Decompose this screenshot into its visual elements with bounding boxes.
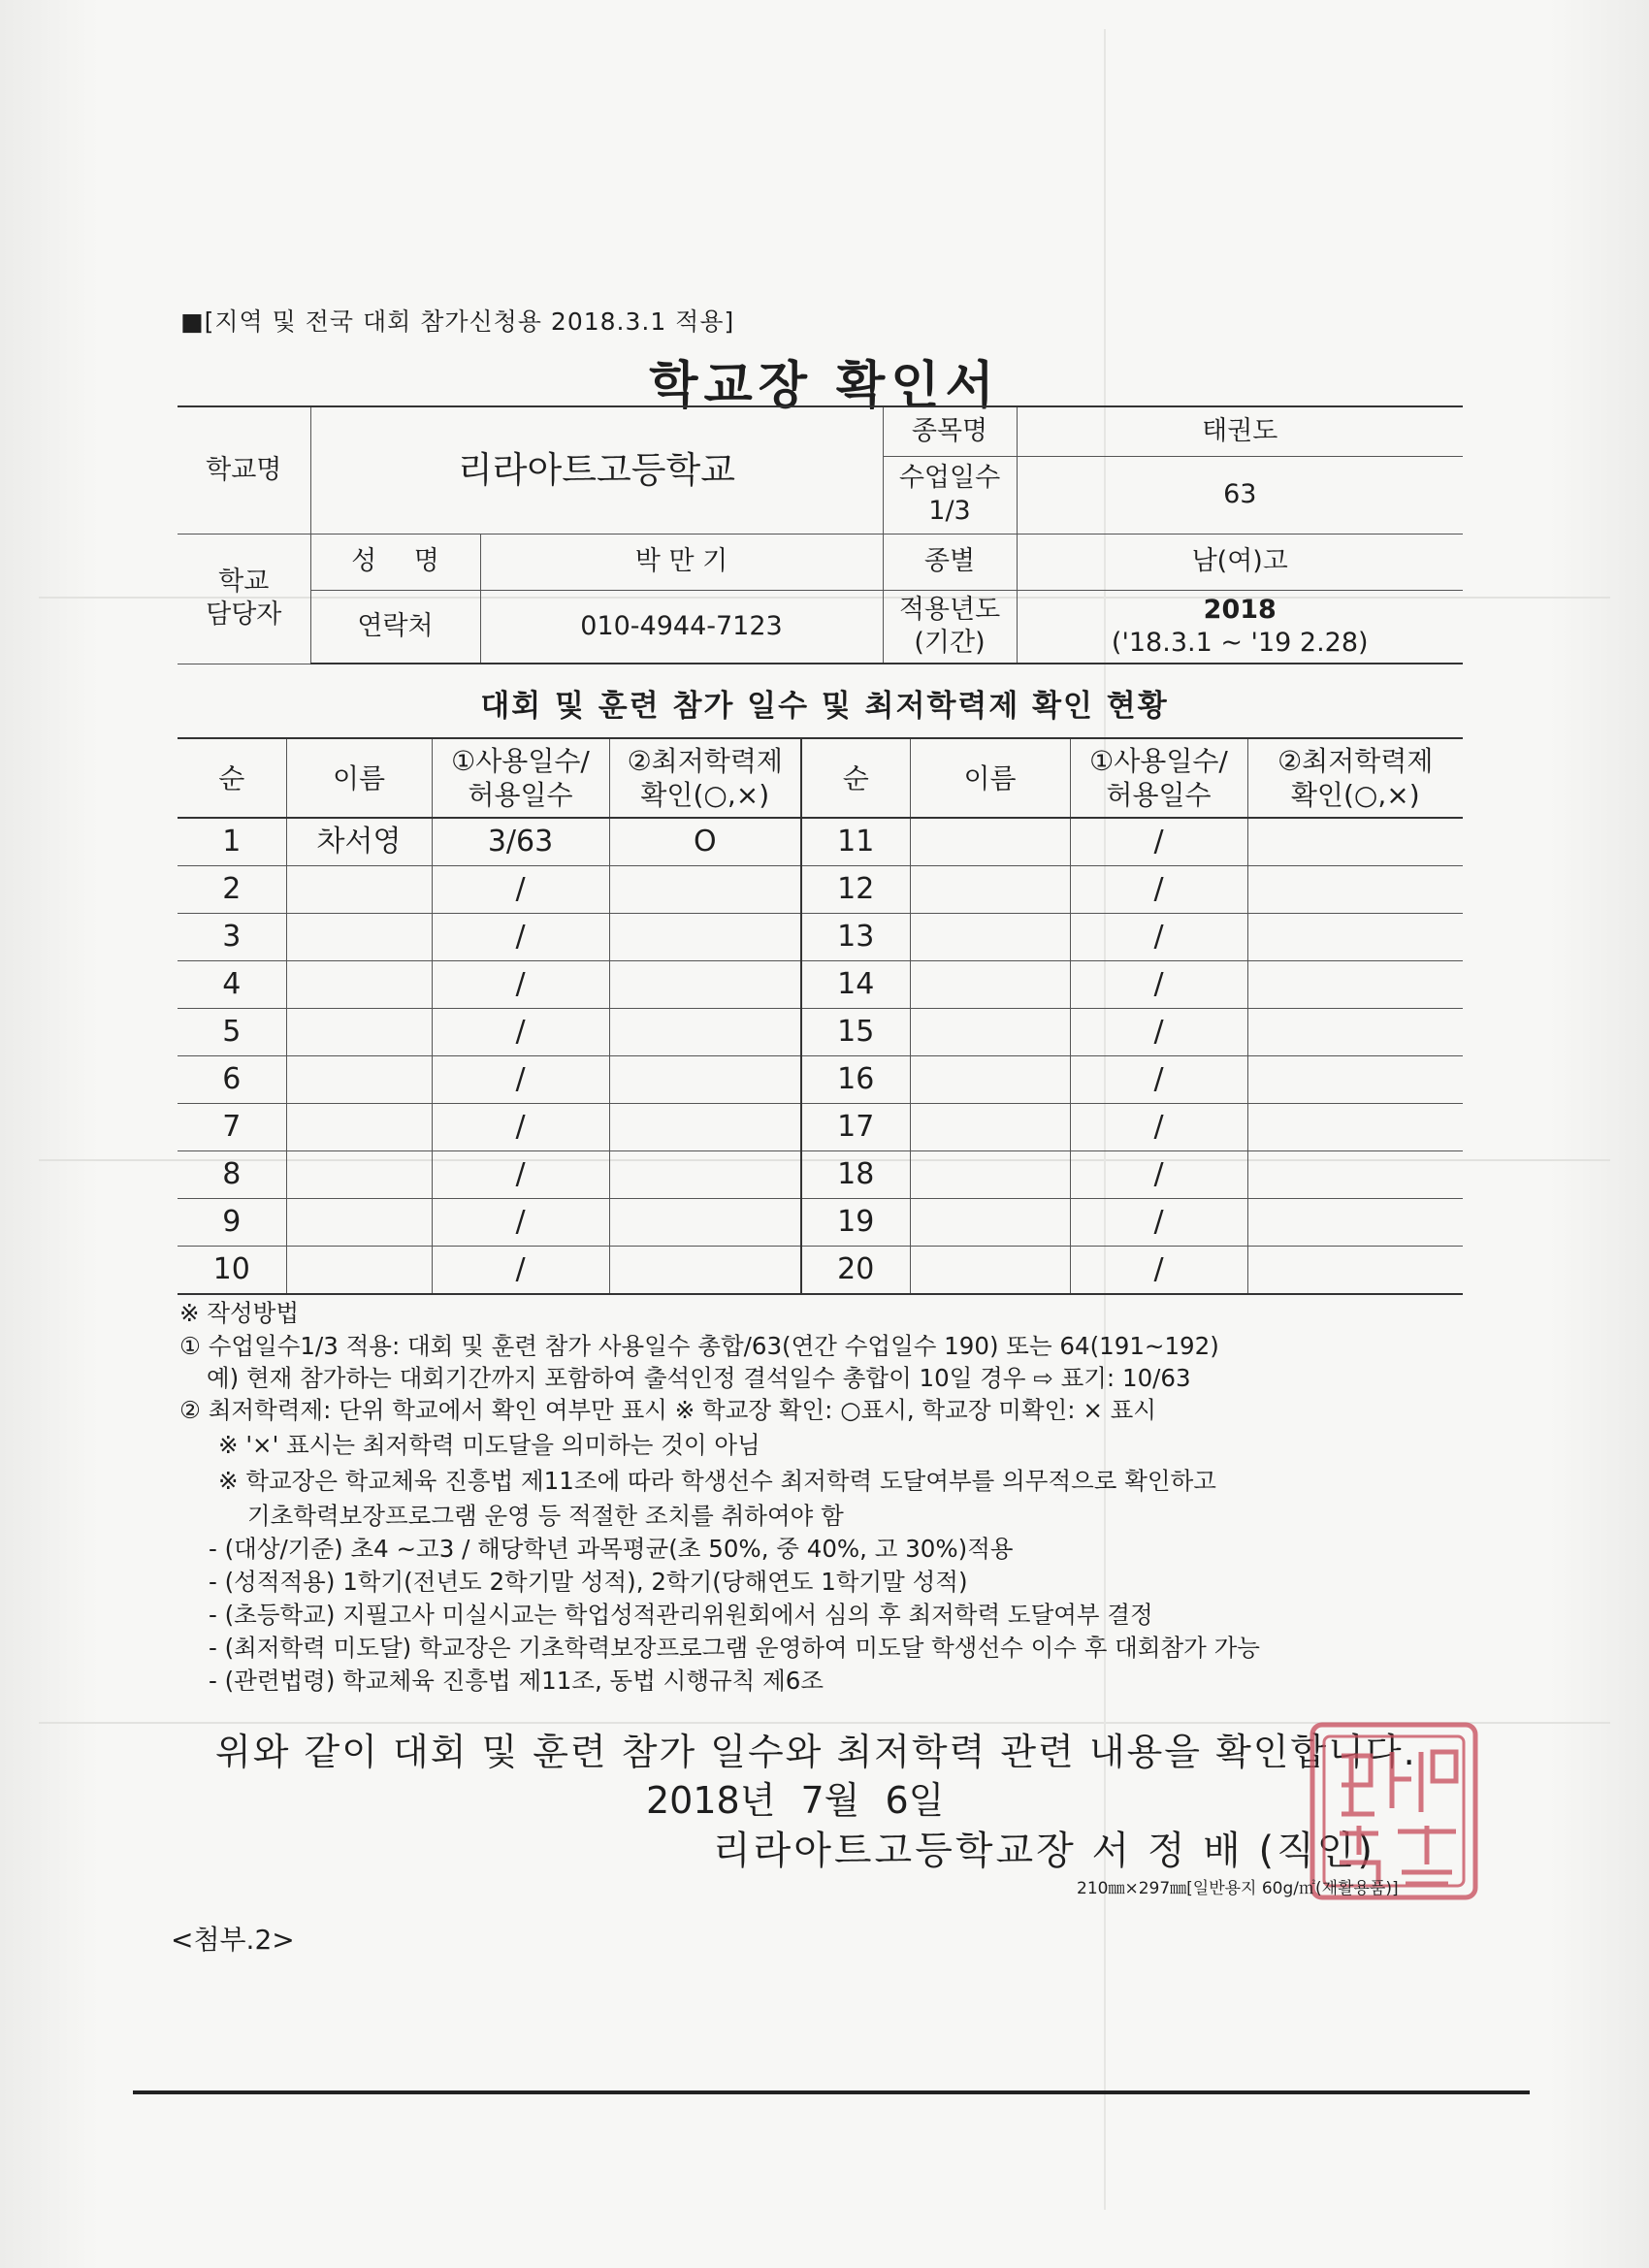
min-achievement-check [609, 1151, 801, 1199]
table-row [178, 866, 1463, 914]
student-name [286, 1151, 432, 1199]
participation-table-title: 대회 및 훈련 참가 일수 및 최저학력제 확인 현황 [480, 689, 1169, 724]
issue-date: 2018년 7월 6일 [646, 1779, 945, 1822]
header-name: 이름 [910, 738, 1070, 818]
class-days-label-line2: 1/3 [928, 496, 971, 526]
row-number: 15 [801, 1009, 910, 1056]
note-line: ※ '×' 표시는 최저학력 미도달을 의미하는 것이 아님 [218, 1431, 760, 1459]
year-value: 2018 [1203, 595, 1277, 625]
paper-spec: 210㎜×297㎜[일반용지 60g/㎡(재활용품)] [1077, 1879, 1399, 1898]
student-name [910, 1199, 1070, 1247]
manager-label-line2: 담당자 [206, 599, 282, 630]
student-name [910, 1009, 1070, 1056]
student-name [286, 914, 432, 961]
min-achievement-check: O [609, 818, 801, 866]
header-check-line2: 확인(○,×) [1290, 779, 1420, 811]
document-title: 학교장 확인서 [649, 357, 1000, 415]
min-achievement-check [609, 1056, 801, 1104]
used-days: / [1070, 1199, 1247, 1247]
note-line: - (성적적용) 1학기(전년도 2학기말 성적), 2학기(당해연도 1학기말 성적) [209, 1568, 968, 1596]
student-name [286, 1056, 432, 1104]
row-number: 13 [801, 914, 910, 961]
min-achievement-check [1247, 1009, 1463, 1056]
min-achievement-check [1247, 1056, 1463, 1104]
bottom-rule [133, 2090, 1530, 2094]
student-name [286, 866, 432, 914]
used-days: / [1070, 1104, 1247, 1151]
year-value-cell [1017, 590, 1463, 664]
confirmation-statement: 위와 같이 대회 및 훈련 참가 일수와 최저학력 관련 내용을 확인합니다. [215, 1731, 1417, 1773]
header-no: 순 [801, 738, 910, 818]
header-check [609, 738, 801, 818]
year-label-line2: (기간) [914, 627, 986, 658]
min-achievement-check [1247, 1151, 1463, 1199]
min-achievement-check [1247, 914, 1463, 961]
row-number: 14 [801, 961, 910, 1009]
used-days: / [1070, 1151, 1247, 1199]
class-days-value: 63 [1017, 456, 1463, 534]
note-line: 기초학력보장프로그램 운영 등 적절한 조치를 취하여야 함 [247, 1502, 844, 1530]
row-number: 4 [178, 961, 286, 1009]
manager-name-value: 박 만 기 [480, 534, 883, 590]
class-days-label-line1: 수업일수 [898, 463, 1001, 494]
used-days: / [432, 1151, 609, 1199]
header-check [1247, 738, 1463, 818]
min-achievement-check [609, 1009, 801, 1056]
note-line: - (초등학교) 지필고사 미실시교는 학업성적관리위원회에서 심의 후 최저학력 도달여부 결정 [209, 1601, 1153, 1629]
row-number: 12 [801, 866, 910, 914]
student-name [910, 818, 1070, 866]
student-name [286, 1009, 432, 1056]
student-name [286, 1199, 432, 1247]
note-line: ① 수업일수1/3 적용: 대회 및 훈련 참가 사용일수 총합/63(연간 수업일수 190) 또는 64(191~192) [179, 1332, 1219, 1360]
row-number: 11 [801, 818, 910, 866]
used-days: / [432, 1056, 609, 1104]
type-value: 남(여)고 [1017, 534, 1463, 590]
row-number: 20 [801, 1247, 910, 1295]
contact-label: 연락처 [310, 590, 480, 664]
student-name [910, 961, 1070, 1009]
table-row [178, 1009, 1463, 1056]
used-days: / [1070, 961, 1247, 1009]
used-days: / [432, 961, 609, 1009]
row-number: 2 [178, 866, 286, 914]
used-days: / [432, 1009, 609, 1056]
header-days-line2: 허용일수 [468, 779, 573, 811]
min-achievement-check [1247, 1199, 1463, 1247]
header-check-line2: 확인(○,×) [640, 779, 770, 811]
row-number: 5 [178, 1009, 286, 1056]
school-name-value: 리라아트고등학교 [310, 406, 883, 534]
student-name [910, 1151, 1070, 1199]
used-days: / [432, 1199, 609, 1247]
min-achievement-check [609, 1199, 801, 1247]
student-name [910, 1104, 1070, 1151]
min-achievement-check [1247, 866, 1463, 914]
table-row [178, 1151, 1463, 1199]
header-name: 이름 [286, 738, 432, 818]
table-row [178, 1199, 1463, 1247]
row-number: 1 [178, 818, 286, 866]
note-line: 예) 현재 참가하는 대회기간까지 포함하여 출석인정 결석일수 총합이 10일 경우 ⇨ 표기: 10/63 [207, 1364, 1191, 1392]
student-name [910, 1247, 1070, 1295]
row-number: 8 [178, 1151, 286, 1199]
contact-value: 010-4944-7123 [480, 590, 883, 664]
participation-table [178, 737, 1463, 1295]
header-no: 순 [178, 738, 286, 818]
note-line: - (최저학력 미도달) 학교장은 기초학력보장프로그램 운영하여 미도달 학생선수 이수 후 대회참가 가능 [209, 1634, 1260, 1662]
min-achievement-check [1247, 818, 1463, 866]
row-number: 19 [801, 1199, 910, 1247]
event-value: 태권도 [1017, 406, 1463, 456]
used-days: / [1070, 818, 1247, 866]
year-label-line1: 적용년도 [898, 595, 1001, 625]
min-achievement-check [609, 866, 801, 914]
used-days: / [1070, 1056, 1247, 1104]
row-number: 3 [178, 914, 286, 961]
student-name [910, 1056, 1070, 1104]
year-label [883, 590, 1017, 664]
header-days-line2: 허용일수 [1106, 779, 1212, 811]
class-days-label [883, 456, 1017, 534]
used-days: / [1070, 866, 1247, 914]
principal-signature: 리라아트고등학교장 서 정 배 (직인) [713, 1829, 1376, 1873]
attachment-label: <첨부.2> [171, 1924, 295, 1956]
used-days: / [1070, 1009, 1247, 1056]
header-days [432, 738, 609, 818]
school-info-table [178, 405, 1463, 664]
min-achievement-check [1247, 1104, 1463, 1151]
row-number: 9 [178, 1199, 286, 1247]
student-name: 차서영 [286, 818, 432, 866]
min-achievement-check [609, 961, 801, 1009]
row-number: 18 [801, 1151, 910, 1199]
table-row [178, 1056, 1463, 1104]
table-row [178, 1104, 1463, 1151]
note-line: ※ 학교장은 학교체육 진흥법 제11조에 따라 학생선수 최저학력 도달여부를 의무적으로 확인하고 [218, 1467, 1216, 1495]
year-period: ('18.3.1 ~ '19 2.28) [1111, 627, 1369, 658]
student-name [286, 1104, 432, 1151]
student-name [286, 1247, 432, 1295]
table-row [178, 961, 1463, 1009]
min-achievement-check [1247, 1247, 1463, 1295]
student-name [910, 866, 1070, 914]
manager-label-line1: 학교 [218, 567, 270, 598]
header-days-line1: ①사용일수/ [1089, 745, 1228, 777]
student-name [910, 914, 1070, 961]
row-number: 16 [801, 1056, 910, 1104]
header-days [1070, 738, 1247, 818]
table-row [178, 818, 1463, 866]
manager-name-label: 성 명 [310, 534, 480, 590]
row-number: 10 [178, 1247, 286, 1295]
min-achievement-check [609, 1104, 801, 1151]
row-number: 7 [178, 1104, 286, 1151]
header-check-line1: ②최저학력제 [627, 745, 783, 777]
note-line: - (관련법령) 학교체육 진흥법 제11조, 동법 시행규칙 제6조 [209, 1667, 824, 1695]
used-days: / [432, 1247, 609, 1295]
row-number: 6 [178, 1056, 286, 1104]
table-row [178, 1247, 1463, 1295]
header-days-line1: ①사용일수/ [451, 745, 590, 777]
note-line: ② 최저학력제: 단위 학교에서 확인 여부만 표시 ※ 학교장 확인: ○표시, 학교장 미확인: × 표시 [179, 1396, 1156, 1424]
row-number: 17 [801, 1104, 910, 1151]
form-usage-note: ■[지역 및 전국 대회 참가신청용 2018.3.1 적용] [180, 308, 735, 336]
used-days: / [1070, 1247, 1247, 1295]
student-name [286, 961, 432, 1009]
manager-label [178, 534, 310, 664]
min-achievement-check [609, 914, 801, 961]
event-label: 종목명 [883, 406, 1017, 456]
school-name-label: 학교명 [178, 406, 310, 534]
min-achievement-check [1247, 961, 1463, 1009]
note-line: ※ 작성방법 [179, 1299, 299, 1327]
used-days: 3/63 [432, 818, 609, 866]
used-days: / [432, 914, 609, 961]
table-row [178, 914, 1463, 961]
used-days: / [1070, 914, 1247, 961]
used-days: / [432, 1104, 609, 1151]
type-label: 종별 [883, 534, 1017, 590]
min-achievement-check [609, 1247, 801, 1295]
header-check-line1: ②최저학력제 [1277, 745, 1434, 777]
used-days: / [432, 866, 609, 914]
note-line: - (대상/기준) 초4 ~고3 / 해당학년 과목평균(초 50%, 중 40%, 고 30%)적용 [209, 1535, 1014, 1563]
